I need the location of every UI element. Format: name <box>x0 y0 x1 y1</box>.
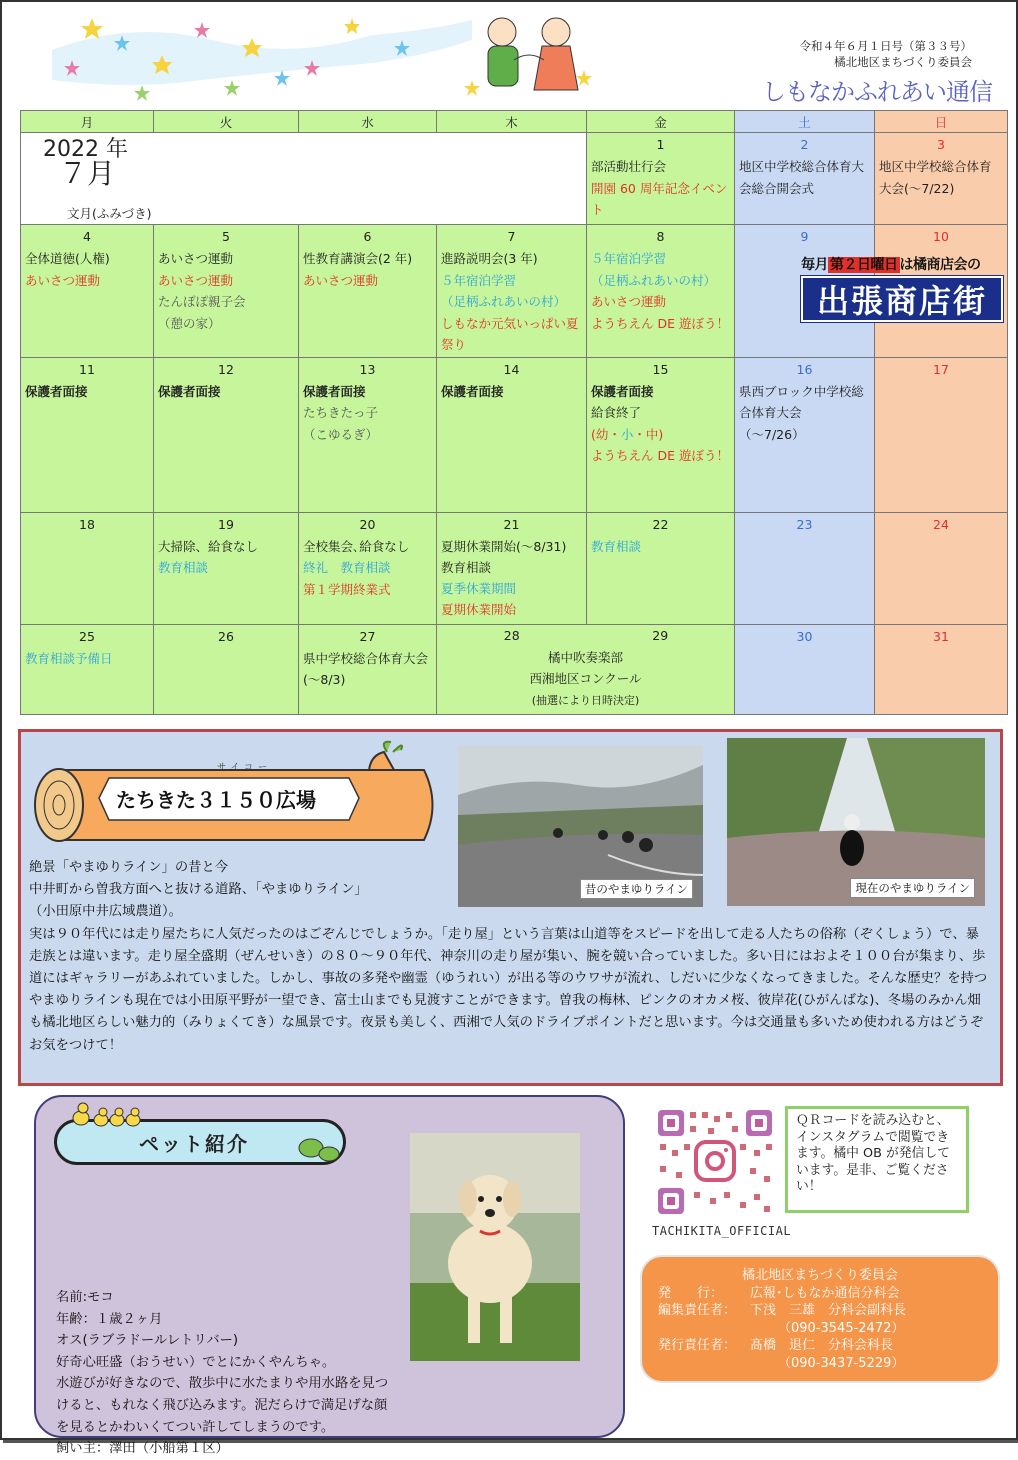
editor-phone: （090-3545-2472） <box>778 1320 905 1336</box>
qr-instructions: ＱＲコードを読み込むと、インスタグラムで閲覧できます。橘中 OB が発信しています。是非、ご覧ください！ <box>785 1106 969 1213</box>
calendar-week-1 <box>21 133 1008 225</box>
pet-owner: 飼い主：澤田（小船第１区） <box>56 1441 229 1457</box>
day-cell-2: 2 地区中学校総合体育大会総合開会式 <box>735 133 875 225</box>
article-line: （小田原中井広域農道）。 <box>29 904 182 920</box>
weekday-sat: 土 <box>735 111 875 133</box>
day-cell-3: 3 地区中学校総合体育大会(～7/22) <box>875 133 1008 225</box>
pet-description: 水遊びが好きなので、散歩中に水たまりや用水路を見つけると、もれなく飛び込みます。泥だらけで満足げな顔を見るとかわいくてつい許してしまうのです。 <box>56 1376 389 1435</box>
day-cell-27: 27 県中学校総合体育大会(～8/3) <box>299 624 437 714</box>
newsletter-title: しもなかふれあい通信 <box>762 78 992 106</box>
issuer-phone: （090-3437-5229） <box>778 1355 905 1371</box>
pet-title-badge <box>54 1119 346 1165</box>
weekday-wed: 水 <box>299 111 437 133</box>
committee-contact-box <box>640 1255 1000 1383</box>
issuer-row: 発行責任者： 髙橋 退仁 分科会科長 <box>658 1338 894 1353</box>
day-cell-7: 7 進路説明会(3 年) ５年宿泊学習 （足柄ふれあいの村） しもなか元気いっぱい夏祭り <box>437 225 587 358</box>
calendar-month: ７月 <box>59 157 116 190</box>
calendar-week-5 <box>21 624 1008 714</box>
day-cell-25: 25 教育相談予備日 <box>21 624 154 714</box>
old-photo-caption: 昔のやまゆりライン <box>580 879 693 899</box>
day-cell-31: 31 <box>875 624 1008 714</box>
day-cell-6: 6 性教育講演会(2 年) あいさつ運動 <box>299 225 437 358</box>
shop-street-ad <box>801 254 1003 334</box>
article-body: 実は９０年代には走り屋たちに人気だったのはごぞんじでしょうか。「走り屋」という言葉は山道等をスピードを出して走る人たちの俗称（ぞくしょう）で、暴走族とは違います。走り屋全盛期（ぜんせいき）の８０～９０年代、神奈川の走り屋が集い、腕を競い合っていました。多い日にはおよそ１００台が集まり、歩道にはギャラリーがあふれていました。しかし、事故の多発や幽霊（ゆうれい）が出る等のウワサが流れ、しだいに少なくなってきました。そんな歴史？を持つやまゆりラインも現在では小田原平野が一望でき、富士山までも見渡すことができます。曽我の梅林、ピンクのオカメ桜、彼岸花(ひがんばな)、冬場のみかん畑も橘北地区らしい魅力的（みりょくてき）な風景です。夜景も美しく、西湘で人気のドライブポイントだと思います。今は交通量も多いため使われる方はどうぞお気をつけて！ <box>29 926 988 1053</box>
section-title-3150: たちきた３１５０広場 <box>116 788 316 812</box>
pet-photo <box>410 1133 580 1361</box>
day-cell-16: 16 県西ブロック中学校総合体育大会 （～7/26） <box>735 357 875 512</box>
tanabata-mascots-illustration <box>464 10 594 104</box>
instagram-qr-code[interactable] <box>654 1106 776 1218</box>
weekday-fri: 金 <box>587 111 735 133</box>
issue-info <box>742 38 972 70</box>
calendar-week-3 <box>21 357 1008 512</box>
month-heading-cell <box>21 133 587 225</box>
publication-row: 発 行： 広報･しもなか通信分科会 <box>658 1285 900 1301</box>
pet-age: 年齢：１歳２ヶ月 <box>56 1311 163 1327</box>
pet-section-title: ペット紹介 <box>139 1132 249 1156</box>
weekday-mon: 月 <box>21 111 154 133</box>
pet-profile <box>56 1287 396 1460</box>
weekday-header-row <box>21 111 1008 133</box>
pet-sex-breed: オス(ラブラドールレトリバー) <box>56 1333 239 1349</box>
day-cell-5: 5 あいさつ運動 あいさつ運動 たんぽぽ親子会 （憩の家） <box>154 225 299 358</box>
day-cell-21: 21 夏期休業開始(～8/31) 教育相談 夏季休業期間 夏期休業開始 <box>437 512 587 624</box>
day-cell-9: 9 <box>735 225 875 358</box>
day-cell-13: 13 保護者面接 たちきたっ子 （こゆるぎ） <box>299 357 437 512</box>
day-cell-22: 22 教育相談 <box>587 512 735 624</box>
day-cell-26: 26 <box>154 624 299 714</box>
current-photo-caption: 現在のやまゆりライン <box>850 878 975 898</box>
day-cell-19: 19 大掃除、給食なし 教育相談 <box>154 512 299 624</box>
weekday-tue: 火 <box>154 111 299 133</box>
title-ruby: サイコー <box>217 763 273 773</box>
instagram-handle: TACHIKITA_OFFICIAL <box>652 1224 792 1238</box>
calendar-month-name: 文月(ふみづき) <box>67 206 152 221</box>
day-cell-15: 15 保護者面接 給食終了 (幼・小・中) ようちえん DE 遊ぼう！ <box>587 357 735 512</box>
article-heading: 絶景「やまゆりライン」の昔と今 <box>29 860 229 875</box>
pet-description: 好奇心旺盛（おうせい）でとにかくやんちゃ。 <box>56 1354 336 1370</box>
shop-ad-schedule: 毎月 第２日曜日 は橘商店会の <box>801 257 981 273</box>
day-cell-24: 24 <box>875 512 1008 624</box>
day-cell-10: 10 <box>875 225 1008 358</box>
day-cell-20: 20 全校集会､給食なし 終礼 教育相談 第１学期終業式 <box>299 512 437 624</box>
day-cell-11: 11 保護者面接 <box>21 357 154 512</box>
issue-number: 令和４年６月１日号（第３３号） <box>799 39 972 53</box>
yamayuri-article <box>29 857 989 1057</box>
article-line: 中井町から曽我方面へと抜ける道路、「やまゆりライン」 <box>29 882 368 898</box>
tachikita-3150-section <box>18 729 1003 1086</box>
day-cell-8: 8 ５年宿泊学習 （足柄ふれあいの村） あいさつ運動 ようちえん DE 遊ぼう！ <box>587 225 735 358</box>
day-cell-23: 23 <box>735 512 875 624</box>
day-cell-14: 14 保護者面接 <box>437 357 587 512</box>
day-cell-12: 12 保護者面接 <box>154 357 299 512</box>
july-calendar <box>20 110 1008 715</box>
committee-name: 橘北地区まちづくり委員会 <box>742 1268 898 1283</box>
ducklings-icon <box>71 1100 143 1128</box>
calendar-year: 2022 年 <box>43 137 128 162</box>
pet-name: 名前:モコ <box>56 1290 114 1305</box>
day-cell-18: 18 <box>21 512 154 624</box>
shop-ad-title: 出張商店街 <box>801 276 1003 322</box>
editor-row: 編集責任者： 下浅 三雄 分科会副科長 <box>658 1303 907 1318</box>
day-cell-30: 30 <box>735 624 875 714</box>
pet-introduction-section <box>34 1095 625 1457</box>
star-banner-illustration <box>52 10 472 110</box>
lily-pad-icon <box>297 1130 341 1164</box>
calendar-week-4 <box>21 512 1008 624</box>
publisher-name: 橘北地区まちづくり委員会 <box>834 55 972 69</box>
day-cell-28-29: 28 29 橘中吹奏楽部 西湘地区コンクール (抽選により日時決定) <box>437 624 735 714</box>
day-cell-1: 1 部活動壮行会 開園 60 周年記念イベント <box>587 133 735 225</box>
weekday-sun: 日 <box>875 111 1008 133</box>
weekday-thu: 木 <box>437 111 587 133</box>
day-cell-4: 4 全体道徳(人権) あいさつ運動 <box>21 225 154 358</box>
day-cell-17: 17 <box>875 357 1008 512</box>
